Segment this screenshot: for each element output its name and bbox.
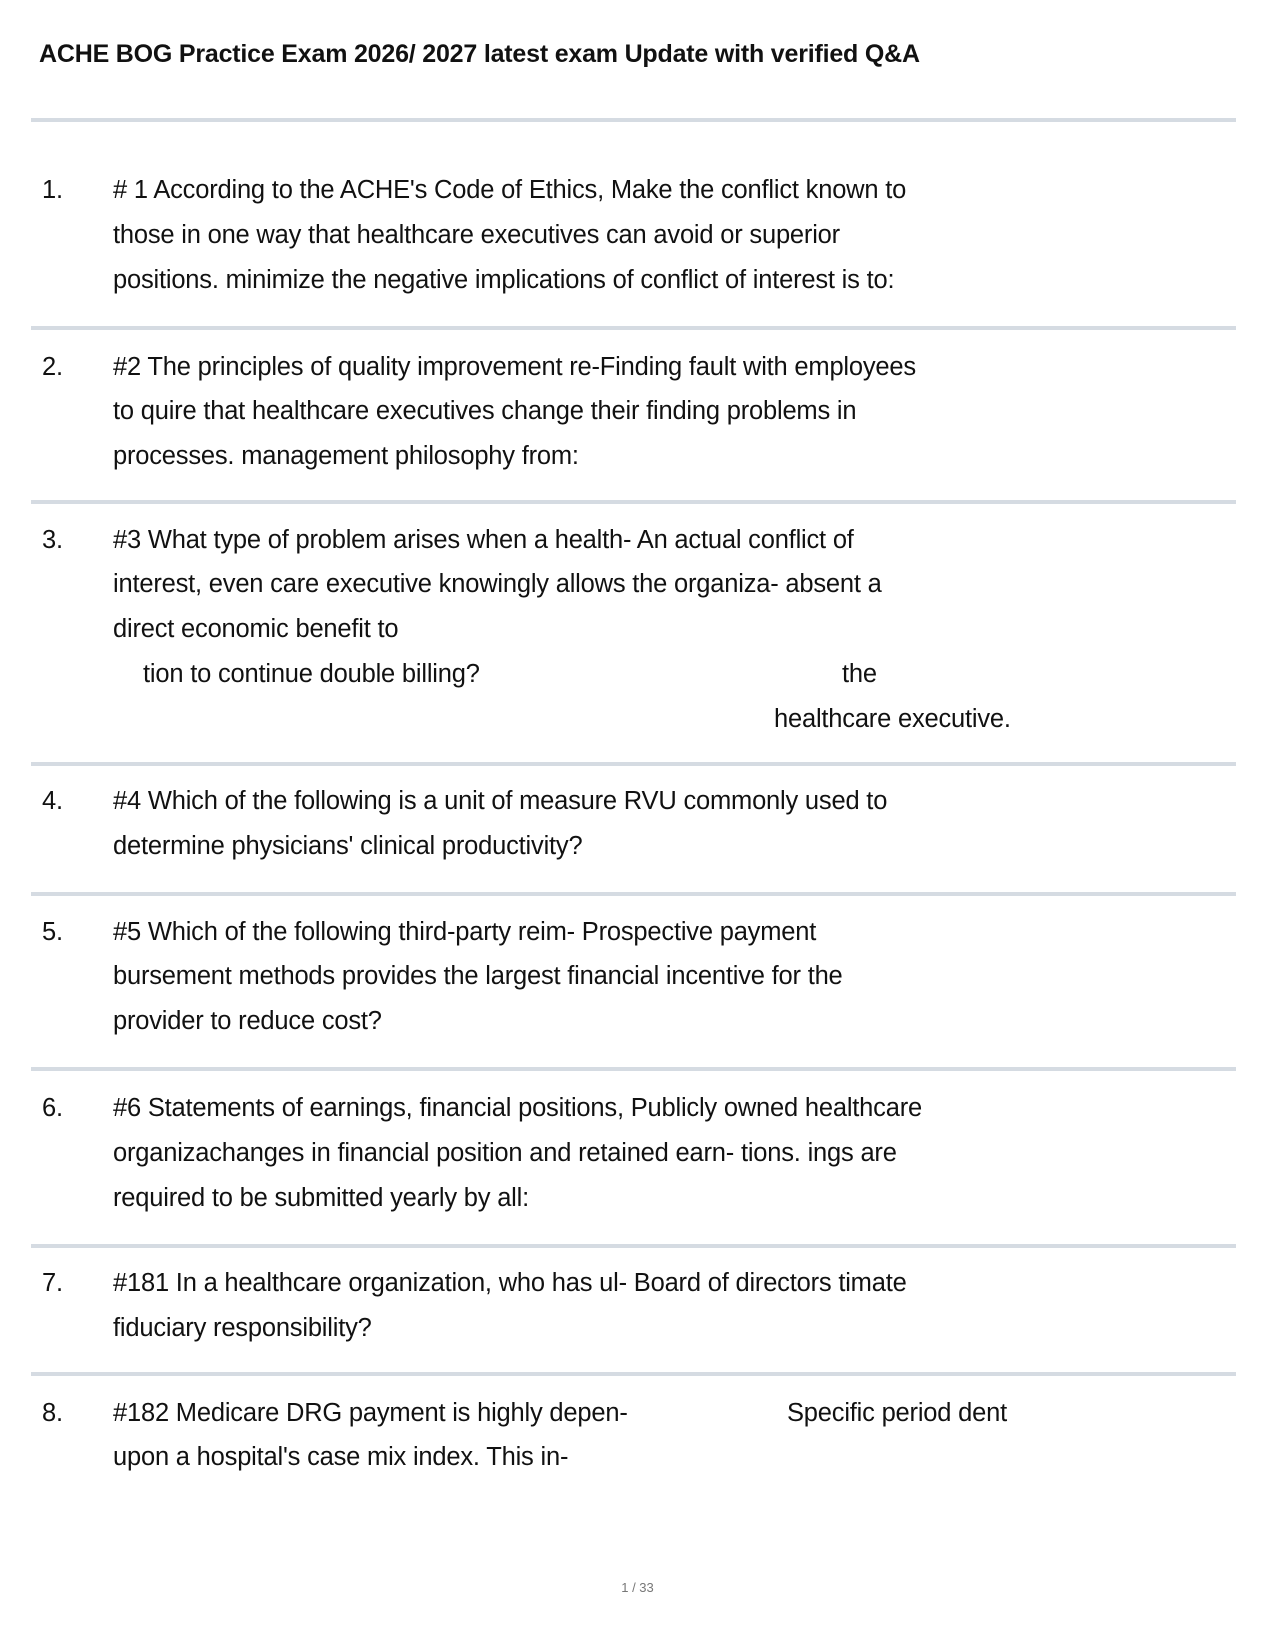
divider <box>31 500 1236 504</box>
question-number: 8. <box>42 1399 63 1427</box>
question-text-line: to quire that healthcare executives change their finding problems in <box>113 397 857 425</box>
question-number: 6. <box>42 1094 63 1122</box>
question-text-line: #182 Medicare DRG payment is highly depen- <box>113 1399 628 1427</box>
question-text-line: #3 What type of problem arises when a health- An actual conflict of <box>113 526 854 554</box>
question-text-line: # 1 According to the ACHE's Code of Ethics, Make the conflict known to <box>113 176 907 204</box>
question-text-line: positions. minimize the negative implications of conflict of interest is to: <box>113 266 895 294</box>
question-text-line: tion to continue double billing? <box>143 660 480 688</box>
divider <box>31 1067 1236 1071</box>
question-text-line: interest, even care executive knowingly allows the organiza- absent a <box>113 570 882 598</box>
divider <box>31 118 1236 122</box>
document-title: ACHE BOG Practice Exam 2026/ 2027 latest exam Update with verified Q&A <box>39 40 920 68</box>
divider <box>31 1372 1236 1376</box>
page-number: 1 / 33 <box>621 1580 654 1595</box>
question-text-line: direct economic benefit to <box>113 615 399 643</box>
question-text-line: #2 The principles of quality improvement re-Finding fault with employees <box>113 353 916 381</box>
answer-text-line: Specific period dent <box>787 1399 1007 1427</box>
answer-text-line: the <box>842 660 877 688</box>
divider <box>31 762 1236 766</box>
question-number: 5. <box>42 918 63 946</box>
question-number: 7. <box>42 1269 63 1297</box>
question-text-line: provider to reduce cost? <box>113 1007 382 1035</box>
question-number: 4. <box>42 787 63 815</box>
answer-text-line: healthcare executive. <box>774 705 1011 733</box>
question-text-line: upon a hospital's case mix index. This in- <box>113 1443 569 1471</box>
question-text-line: those in one way that healthcare executives can avoid or superior <box>113 221 840 249</box>
divider <box>31 326 1236 330</box>
question-text-line: bursement methods provides the largest financial incentive for the <box>113 962 843 990</box>
divider <box>31 892 1236 896</box>
question-text-line: #4 Which of the following is a unit of measure RVU commonly used to <box>113 787 888 815</box>
question-text-line: fiduciary responsibility? <box>113 1314 372 1342</box>
question-number: 3. <box>42 526 63 554</box>
question-text-line: organizachanges in financial position and retained earn- tions. ings are <box>113 1139 897 1167</box>
divider <box>31 1244 1236 1248</box>
question-text-line: processes. management philosophy from: <box>113 442 579 470</box>
question-text-line: #181 In a healthcare organization, who has ul- Board of directors timate <box>113 1269 907 1297</box>
question-text-line: required to be submitted yearly by all: <box>113 1184 530 1212</box>
question-number: 2. <box>42 353 63 381</box>
question-text-line: #5 Which of the following third-party reim- Prospective payment <box>113 918 817 946</box>
question-text-line: #6 Statements of earnings, financial positions, Publicly owned healthcare <box>113 1094 922 1122</box>
question-number: 1. <box>42 176 63 204</box>
question-text-line: determine physicians' clinical productivity? <box>113 832 583 860</box>
